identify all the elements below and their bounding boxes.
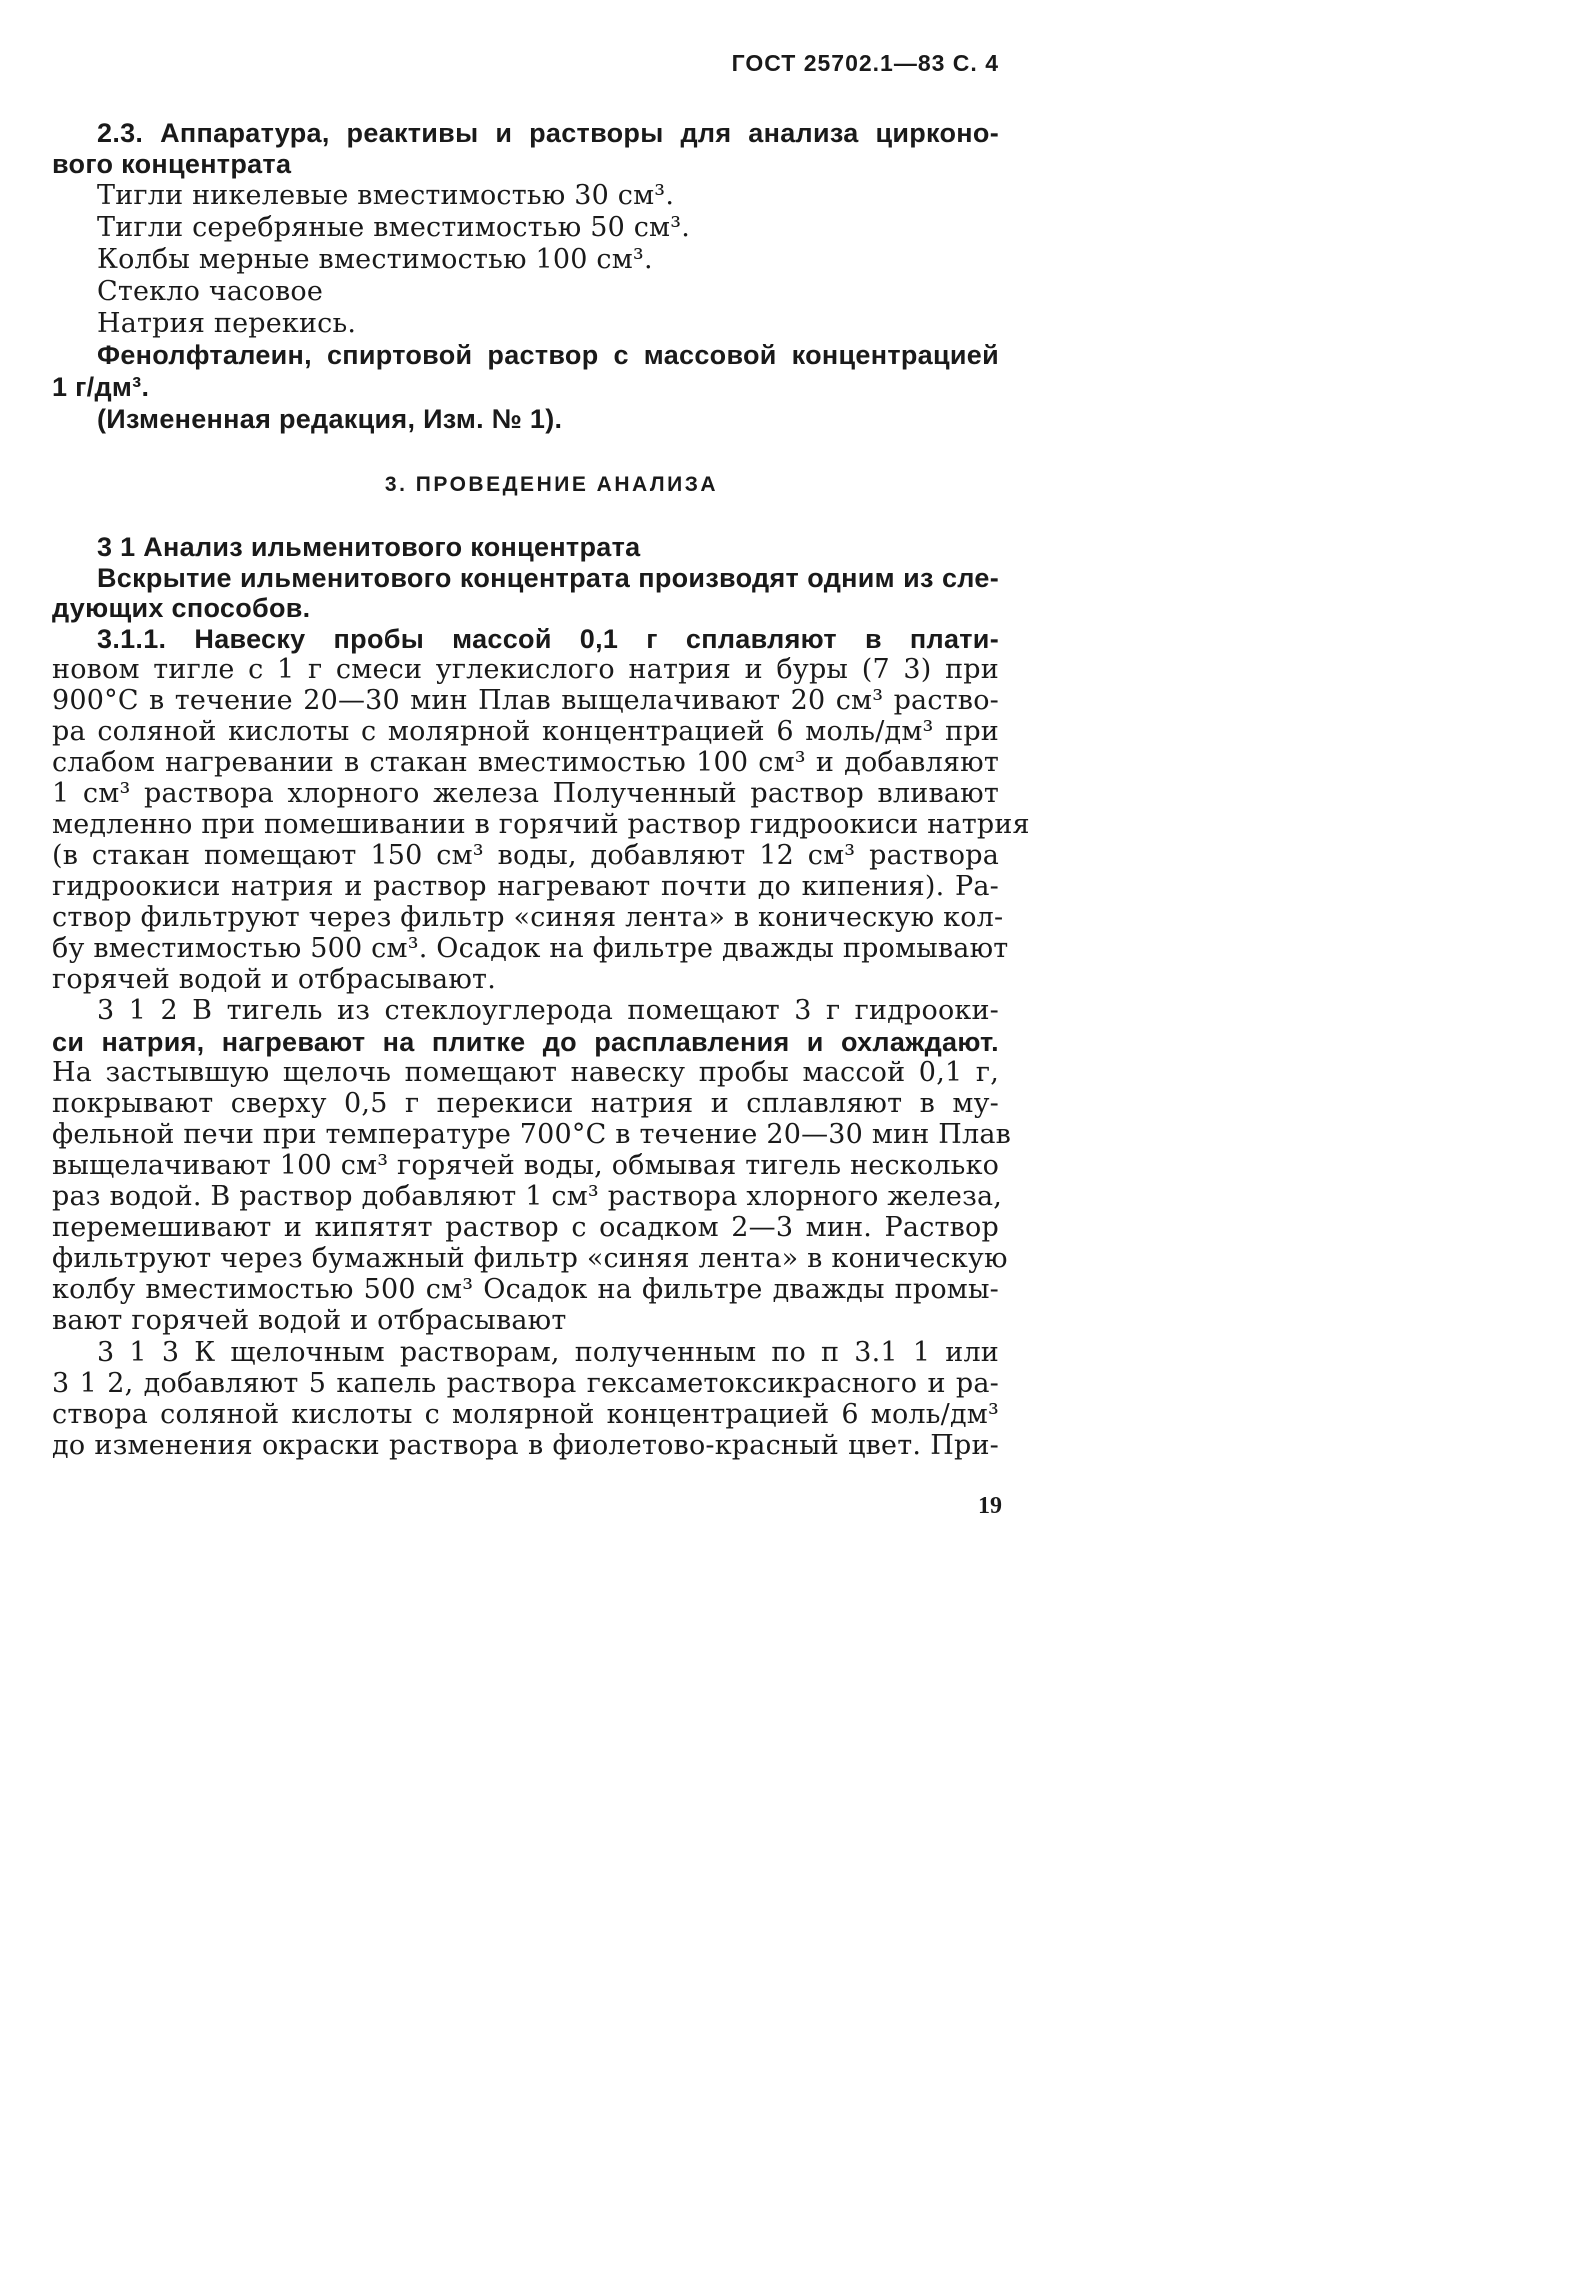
paragraph-line: си натрия, нагревают на плитке до расплавления и охлаждают. — [52, 1027, 999, 1057]
amendment-note: (Измененная редакция, Изм. № 1). — [97, 404, 563, 434]
phenolphthalein-item-cont: 1 г/дм³. — [52, 372, 150, 402]
paragraph-line: до изменения окраски раствора в фиолетово-красный цвет. При- — [52, 1430, 999, 1461]
paragraph-line: новом тигле с 1 г смеси углекислого натрия и буры (7 3) при — [52, 654, 999, 685]
list-item: Тигли никелевые вместимостью 30 см³. — [97, 180, 675, 211]
paragraph-line: раз водой. В раствор добавляют 1 см³ раствора хлорного железа, — [52, 1181, 1003, 1212]
intro-paragraph-cont: дующих способов. — [52, 593, 311, 623]
paragraph-line: вают горячей водой и отбрасывают — [52, 1305, 567, 1336]
paragraph-line: гидроокиси натрия и раствор нагревают почти до кипения). Ра- — [52, 871, 999, 902]
paragraph-line: слабом нагревании в стакан вместимостью 100 см³ и добавляют — [52, 747, 999, 778]
paragraph-line: 3.1.1. Навеску пробы массой 0,1 г сплавляют в плати- — [97, 624, 999, 654]
paragraph-line: 3 1 2, добавляют 5 капель раствора гексаметоксикрасного и ра- — [52, 1368, 999, 1399]
page-number: 19 — [978, 1493, 1002, 1519]
section-2-3-title: 2.3. Аппаратура, реактивы и растворы для анализа цирконо- — [97, 118, 999, 148]
paragraph-line: колбу вместимостью 500 см³ Осадок на фильтре дважды промы- — [52, 1274, 999, 1305]
paragraph-line: перемешивают и кипятят раствор с осадком 2—3 мин. Раствор — [52, 1212, 999, 1243]
paragraph-line: 1 см³ раствора хлорного железа Полученный раствор вливают — [52, 778, 999, 809]
paragraph-line: медленно при помешивании в горячий раствор гидроокиси натрия — [52, 809, 1030, 840]
list-item: Натрия перекись. — [97, 308, 357, 339]
document-page — [0, 0, 1103, 1579]
intro-paragraph: Вскрытие ильменитового концентрата производят одним из сле- — [97, 563, 999, 593]
section-heading: 3. ПРОВЕДЕНИЕ АНАЛИЗА — [384, 473, 719, 496]
paragraph-line: бу вместимостью 500 см³. Осадок на фильтре дважды промывают — [52, 933, 1009, 964]
list-item: Колбы мерные вместимостью 100 см³. — [97, 244, 653, 275]
paragraph-line: покрывают сверху 0,5 г перекиси натрия и сплавляют в му- — [52, 1088, 999, 1119]
paragraph-line: фильтруют через бумажный фильтр «синяя лента» в коническую — [52, 1243, 1008, 1274]
paragraph-line: На застывшую щелочь помещают навеску пробы массой 0,1 г, — [52, 1057, 999, 1088]
phenolphthalein-item: Фенолфталеин, спиртовой раствор с массовой концентрацией — [97, 340, 999, 370]
paragraph-line: горячей водой и отбрасывают. — [52, 964, 496, 995]
paragraph-line: 3 1 2 В тигель из стеклоуглерода помещают 3 г гидрооки- — [97, 995, 999, 1026]
list-item: Тигли серебряные вместимостью 50 см³. — [97, 212, 691, 243]
paragraph-line: створа соляной кислоты с молярной концентрацией 6 моль/дм³ — [52, 1399, 999, 1430]
paragraph-line: 3 1 3 К щелочным растворам, полученным по п 3.1 1 или — [97, 1337, 999, 1368]
paragraph-line: фельной печи при температуре 700°С в течение 20—30 мин Плав — [52, 1119, 1012, 1150]
paragraph-line: створ фильтруют через фильтр «синяя лента» в коническую кол- — [52, 902, 1004, 933]
paragraph-line: ра соляной кислоты с молярной концентрацией 6 моль/дм³ при — [52, 716, 999, 747]
paragraph-line: 900°С в течение 20—30 мин Плав выщелачивают 20 см³ раство- — [52, 685, 999, 716]
subsection-3-1-title: 3 1 Анализ ильменитового концентрата — [97, 532, 641, 562]
paragraph-line: (в стакан помещают 150 см³ воды, добавляют 12 см³ раствора — [52, 840, 999, 871]
document-reference: ГОСТ 25702.1—83 С. 4 — [731, 50, 999, 76]
list-item: Стекло часовое — [97, 276, 323, 307]
paragraph-line: выщелачивают 100 см³ горячей воды, обмывая тигель несколько — [52, 1150, 1000, 1181]
section-2-3-title-cont: вого концентрата — [52, 149, 292, 179]
